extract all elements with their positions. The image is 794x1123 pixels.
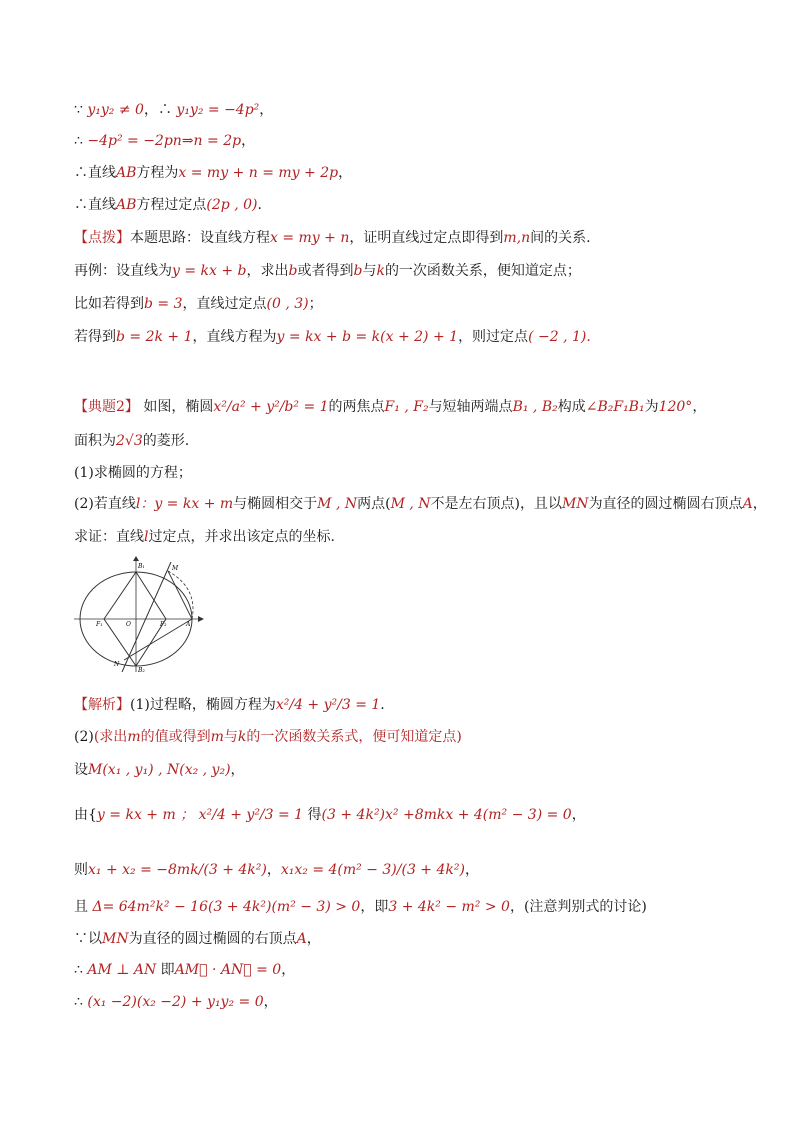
text-line	[74, 397, 706, 417]
math-expression: y₁y₂ ≠ 0	[87, 102, 144, 118]
text-segment: 为直径的圆过椭圆的右顶点	[128, 931, 297, 947]
text-segment: 由{	[74, 807, 97, 823]
text-segment: 的菱形.	[142, 433, 190, 449]
text-segment: 若得到	[74, 329, 116, 345]
text-segment: 再例：设直线为	[74, 263, 172, 279]
text-segment: ∴	[74, 133, 88, 149]
text-segment: ，直线过定点	[182, 296, 267, 312]
math-expression: AB	[116, 197, 137, 213]
math-expression: 2√3	[116, 433, 143, 449]
text-line	[74, 860, 479, 880]
text-segment: ，则过定点	[458, 329, 529, 345]
text-segment: 即	[156, 962, 175, 978]
text-segment: 求证：直线	[74, 529, 144, 545]
text-segment: ，	[752, 496, 767, 512]
text-segment: 过定点，并求出该定点的坐标.	[148, 529, 335, 545]
y-axis-arrow-icon	[133, 556, 139, 561]
text-segment: 间的关系.	[530, 230, 591, 246]
math-expression: 120°	[658, 399, 693, 415]
text-segment: 如图，椭圆	[138, 399, 214, 415]
text-segment: ∴	[74, 994, 88, 1010]
text-segment: ，(注意判别式的讨论)	[509, 899, 647, 915]
math-expression: M , N	[390, 496, 431, 512]
text-segment: ，	[281, 962, 296, 978]
text-line	[74, 760, 245, 780]
math-expression: x₁x₂ = 4(m² − 3)/(3 + 4k²)	[280, 862, 465, 878]
text-segment: 的两焦点	[328, 399, 385, 415]
text-segment: ，	[266, 862, 281, 878]
label-o: O	[126, 621, 131, 628]
text-segment: 构成	[557, 399, 586, 415]
text-segment: ，	[306, 931, 321, 947]
math-expression: ( −2 , 1).	[528, 329, 591, 345]
text-segment: 与	[362, 263, 377, 279]
math-expression: y = kx + b	[172, 263, 247, 279]
text-line	[74, 992, 278, 1012]
math-expression: k	[237, 729, 247, 745]
math-expression: x = my + n	[270, 230, 350, 246]
text-line	[74, 431, 189, 451]
text-segment: ，	[259, 102, 274, 118]
text-segment: 与短轴两端点	[428, 399, 513, 415]
math-expression: Δ= 64m²k² − 16(3 + 4k²)(m² − 3) > 0	[92, 899, 361, 915]
text-line	[74, 195, 262, 215]
math-expression: MN	[102, 931, 129, 947]
text-line	[74, 463, 192, 483]
math-expression: x₁ + x₂ = −8mk/(3 + 4k²)	[88, 862, 267, 878]
math-expression: M(x₁ , y₁) , N(x₂ , y₂)	[88, 762, 231, 778]
math-expression: x = my + n = my + 2p	[178, 165, 339, 181]
text-segment: ，直线方程为	[192, 329, 277, 345]
ellipse-figure	[74, 556, 204, 674]
text-segment: (2)若直线	[74, 496, 136, 512]
label-m: M	[172, 565, 179, 572]
math-expression: m	[127, 729, 141, 745]
text-segment: 的一次函数关系，便知道定点；	[384, 263, 581, 279]
text-line	[74, 228, 591, 248]
math-expression: 3 + 4k² − m² > 0	[388, 899, 510, 915]
math-expression: ∠B₂F₁B₁	[585, 399, 645, 415]
text-segment: 设	[74, 762, 88, 778]
math-expression: x²/4 + y²/3 = 1	[275, 697, 381, 713]
text-line	[74, 494, 767, 514]
label-n: N	[114, 661, 120, 668]
text-segment: ，	[263, 994, 278, 1010]
math-expression: m,n	[503, 230, 531, 246]
label-b1: B₁	[138, 563, 145, 570]
math-expression: (x₁ −2)(x₂ −2) + y₁y₂ = 0	[87, 994, 264, 1010]
math-expression: M , N	[317, 496, 358, 512]
text-segment: ，	[338, 165, 353, 181]
text-segment: ∴直线	[74, 197, 116, 213]
label-a: A	[186, 621, 191, 628]
text-segment: 方程过定点	[136, 197, 207, 213]
text-segment: ，证明直线过定点即得到	[349, 230, 504, 246]
math-expression: (2p , 0)	[206, 197, 258, 213]
math-expression: y = kx + m ； x²/4 + y²/3 = 1	[96, 807, 304, 823]
text-line	[74, 163, 352, 183]
math-expression: F₁ , F₂	[384, 399, 429, 415]
text-segment: 面积为	[74, 433, 116, 449]
text-segment: ，求出	[246, 263, 289, 279]
math-expression: A	[296, 931, 307, 947]
math-expression: B₁ , B₂	[512, 399, 558, 415]
text-line	[74, 805, 586, 825]
text-segment: ，即	[360, 899, 389, 915]
text-segment: ，	[230, 762, 245, 778]
text-segment: 比如若得到	[74, 296, 144, 312]
math-expression: m	[210, 729, 224, 745]
text-line	[74, 527, 335, 547]
highlight-label: 【解析】	[74, 697, 130, 713]
text-segment: 为直径的圆过椭圆右顶点	[588, 496, 743, 512]
text-segment: ∴	[74, 962, 88, 978]
text-segment: ，	[241, 133, 256, 149]
math-expression: y₁y₂ = −4p²	[176, 102, 260, 118]
math-expression: b	[353, 263, 363, 279]
text-segment: .	[380, 697, 385, 713]
label-f1: F₁	[96, 621, 103, 628]
math-expression: b	[288, 263, 298, 279]
text-segment: ∴直线	[74, 165, 116, 181]
text-line	[74, 960, 295, 980]
text-segment: (2)	[74, 729, 94, 745]
text-segment: 两点(	[357, 496, 391, 512]
text-line	[74, 261, 581, 281]
text-segment: 或者得到	[297, 263, 354, 279]
text-segment: ；	[308, 296, 323, 312]
text-segment: 方程为	[136, 165, 179, 181]
line-l	[122, 562, 171, 672]
text-line	[74, 727, 462, 747]
segment-an	[124, 619, 192, 660]
text-segment: .	[257, 197, 262, 213]
math-expression: (3 + 4k²)x² +8mkx + 4(m² − 3) = 0	[321, 807, 572, 823]
highlight-label: (求出	[93, 729, 128, 745]
segment-am	[168, 571, 192, 619]
text-segment: 则	[74, 862, 88, 878]
text-line	[74, 695, 385, 715]
text-segment: (1)过程略，椭圆方程为	[130, 697, 276, 713]
text-line	[74, 294, 323, 314]
math-expression: b = 2k + 1	[116, 329, 193, 345]
math-expression: AM ⊥ AN	[87, 962, 157, 978]
math-expression: AB	[116, 165, 137, 181]
text-segment: 且	[74, 899, 93, 915]
text-line	[74, 131, 255, 151]
label-b2: B₂	[138, 667, 145, 674]
math-expression: A	[742, 496, 753, 512]
highlight-label: 的值或得到	[140, 729, 211, 745]
math-expression: l：y = kx + m	[135, 496, 234, 512]
text-segment: 不是左右顶点)，且以	[430, 496, 562, 512]
math-expression: (0 , 3)	[266, 296, 309, 312]
math-expression: AM⃗ · AN⃗ = 0	[174, 962, 282, 978]
math-expression: l	[144, 529, 149, 545]
text-segment: ∵	[74, 102, 88, 118]
text-line	[74, 897, 647, 917]
math-expression: −4p² = −2pn⇒n = 2p	[87, 133, 242, 149]
text-segment: ，	[692, 399, 707, 415]
x-axis-arrow-icon	[198, 616, 204, 622]
math-expression: MN	[561, 496, 589, 512]
text-segment: 得	[303, 807, 322, 823]
math-expression: y = kx + b = k(x + 2) + 1	[276, 329, 459, 345]
text-segment: ，	[571, 807, 586, 823]
highlight-label: 【点拨】	[74, 230, 130, 246]
text-segment: (1)求椭圆的方程；	[74, 465, 192, 481]
math-expression: b = 3	[144, 296, 183, 312]
text-line	[74, 929, 321, 949]
math-expression: x²/a² + y²/b² = 1	[213, 399, 329, 415]
text-line	[74, 327, 591, 347]
text-segment: ，∴	[143, 102, 177, 118]
math-expression: k	[376, 263, 385, 279]
highlight-label: 【典题2】	[74, 399, 139, 415]
text-segment: 与椭圆相交于	[233, 496, 318, 512]
text-segment: ，	[464, 862, 479, 878]
label-f2: F₂	[160, 621, 167, 628]
highlight-label: 的一次函数关系式，便可知道定点)	[246, 729, 462, 745]
highlight-label: 与	[223, 729, 238, 745]
text-segment: 本题思路：设直线方程	[130, 230, 270, 246]
text-segment: 为	[644, 399, 659, 415]
text-line	[74, 100, 273, 120]
text-segment: ∵以	[74, 931, 102, 947]
